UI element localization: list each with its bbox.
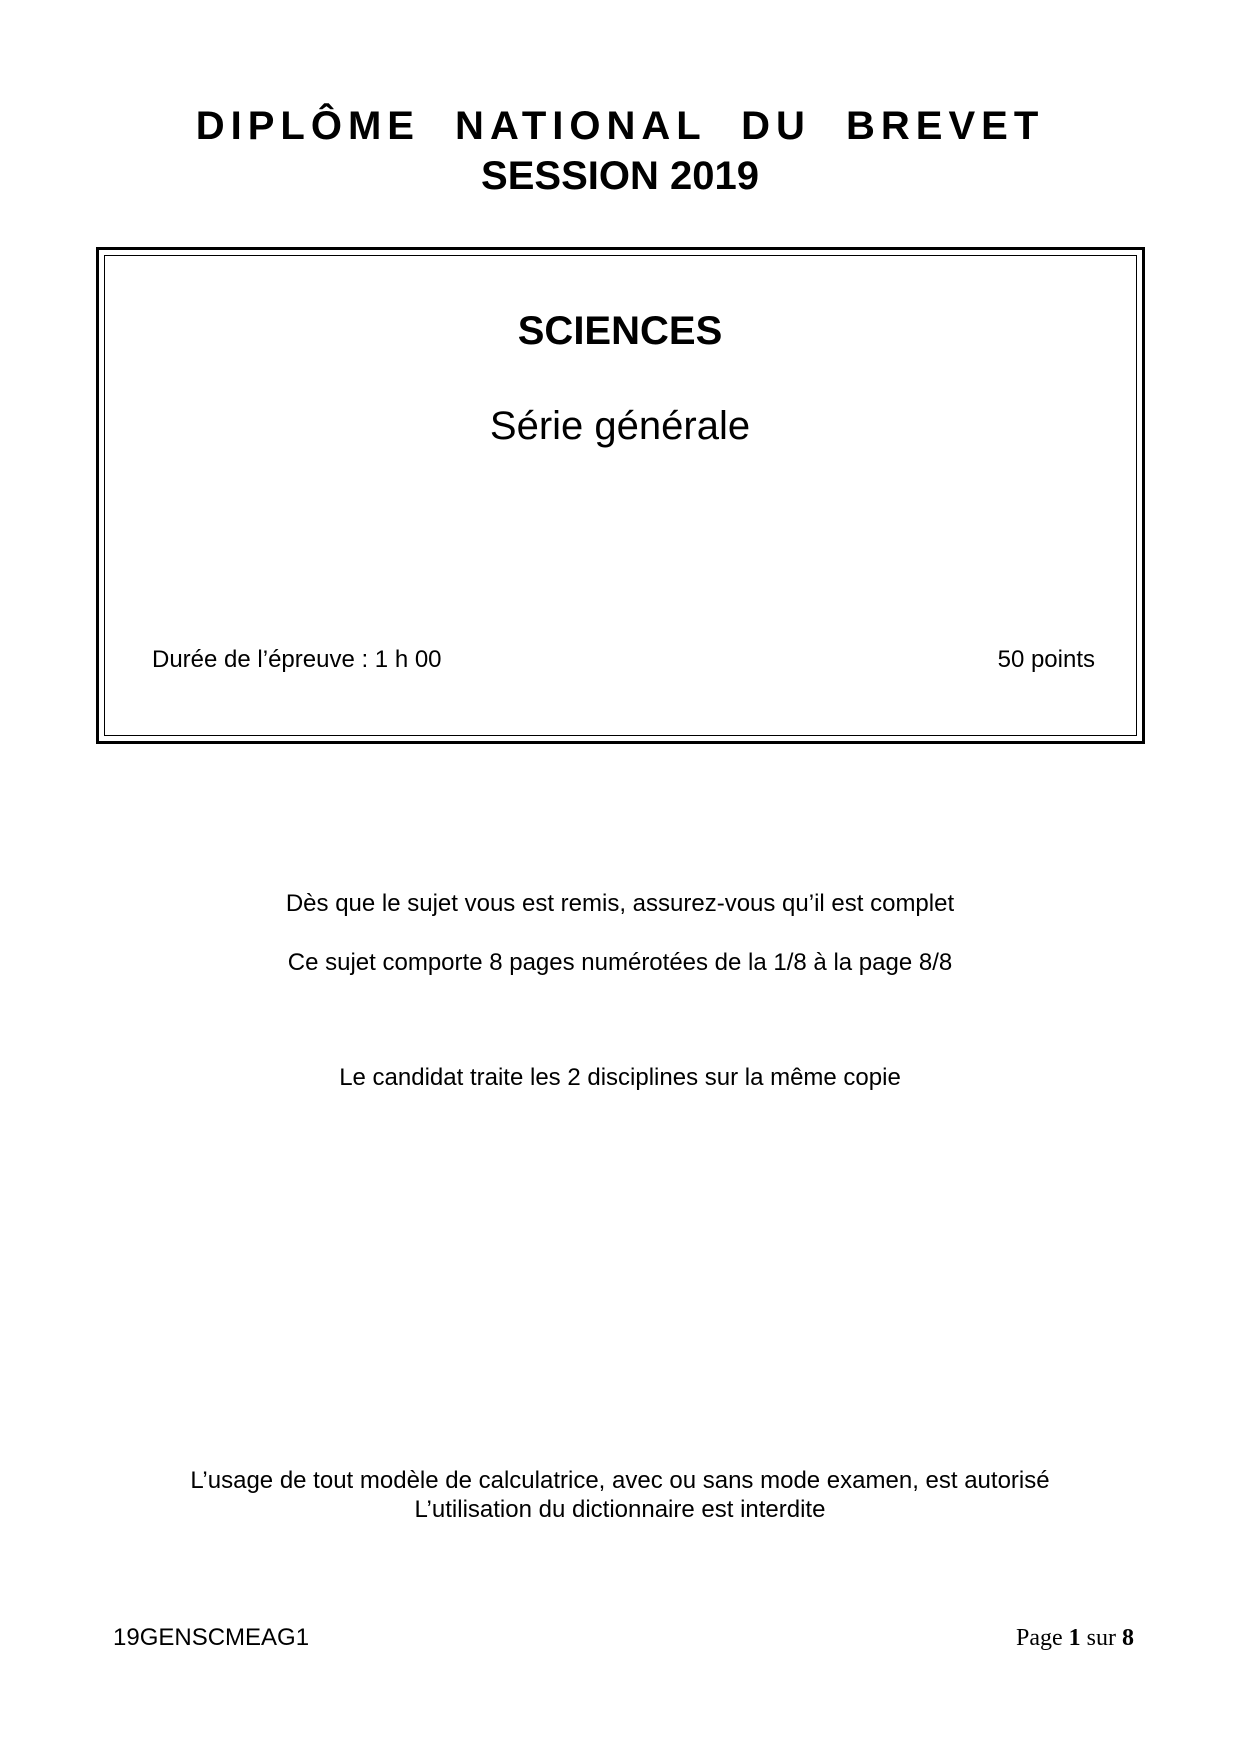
- exam-points: 50 points: [997, 646, 1095, 673]
- page-total: 8: [1122, 1625, 1134, 1651]
- page-current: 1: [1068, 1625, 1081, 1651]
- rule-dictionary: L’utilisation du dictionnaire est interdite: [414, 1496, 826, 1523]
- exam-title: DIPLÔME NATIONAL DU BREVET: [195, 104, 1045, 148]
- rule-calculator: L’usage de tout modèle de calculatrice, avec ou sans mode examen, est autorisé: [190, 1467, 1050, 1494]
- exam-duration: Durée de l’épreuve : 1 h 00: [152, 646, 442, 673]
- page-number: [1016, 1623, 1134, 1653]
- document-code: 19GENSCMEAG1: [113, 1624, 310, 1651]
- page-separator: sur: [1086, 1625, 1116, 1651]
- instruction-check-complete: Dès que le sujet vous est remis, assurez-vous qu’il est complet: [285, 890, 955, 917]
- instruction-page-count: Ce sujet comporte 8 pages numérotées de la 1/8 à la page 8/8: [287, 949, 953, 976]
- subject-title: SCIENCES: [517, 309, 723, 353]
- series-label: Série générale: [489, 404, 751, 448]
- exam-session: SESSION 2019: [481, 154, 759, 198]
- page-prefix: Page: [1016, 1625, 1063, 1651]
- instruction-same-copy: Le candidat traite les 2 disciplines sur la même copie: [339, 1064, 901, 1091]
